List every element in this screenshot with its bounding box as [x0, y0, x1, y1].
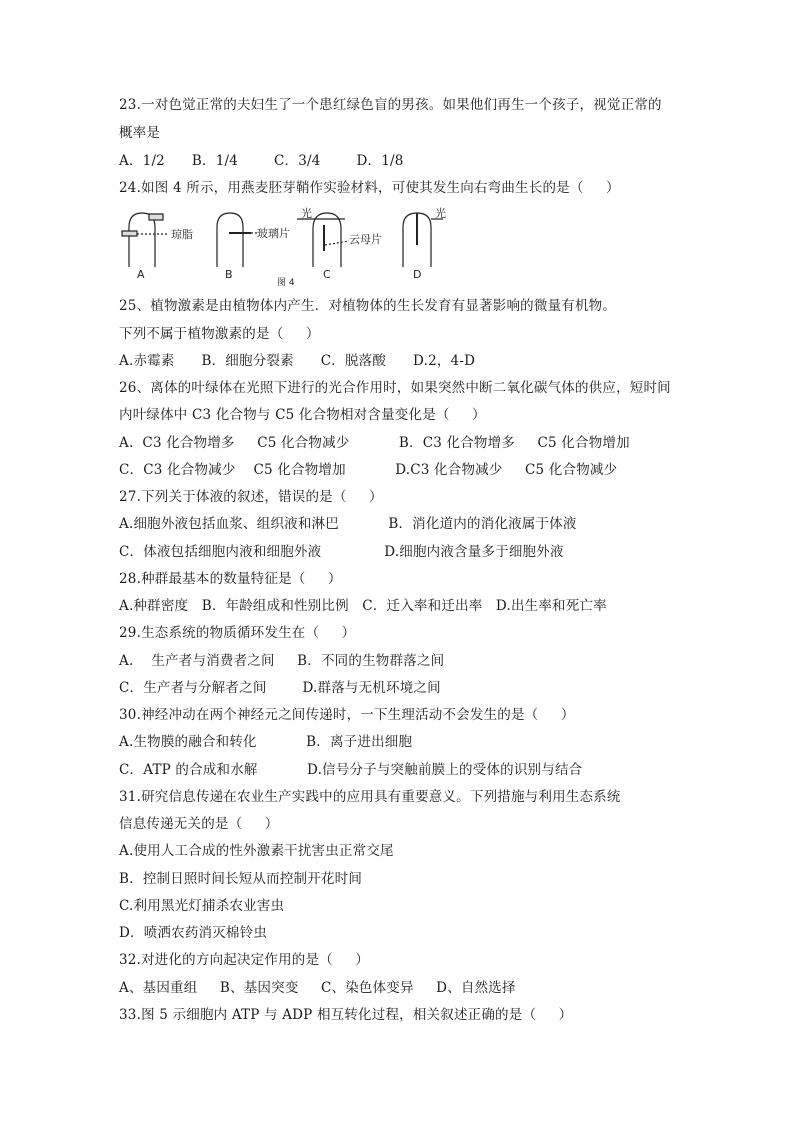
q25-options: A.赤霉素 B．细胞分裂素 C．脱落酸 D.2，4-D: [119, 353, 476, 369]
panel-a: [122, 213, 169, 267]
q27-options-cd: C．体液包括细胞内液和细胞外液 D.细胞内液含量多于细胞外液: [119, 544, 564, 560]
label-light-d: 光: [435, 207, 446, 220]
q29-options-cd: C．生产者与分解者之间 D.群落与无机环境之间: [119, 680, 441, 696]
q26-stem-line1: 26、离体的叶绿体在光照下进行的光合作用时，如果突然中断二氧化碳气体的供应，短时间: [119, 380, 671, 396]
label-light-c: 光: [301, 207, 312, 220]
figure-4-svg: [119, 205, 454, 289]
q29-stem: 29.生态系统的物质循环发生在（ ）: [119, 625, 356, 641]
q30-stem: 30.神经冲动在两个神经元之间传递时，一下生理活动不会发生的是（ ）: [119, 707, 575, 723]
panel-a-label: A: [137, 268, 145, 281]
q23-stem-line2: 概率是: [119, 125, 161, 141]
q26-options-ab: A. C3 化合物增多 C5 化合物减少 B．C3 化合物增多 C5 化合物增加: [119, 435, 630, 451]
q30-options-ab: A.生物膜的融合和转化 B．离子进出细胞: [119, 734, 413, 750]
q27-stem: 27.下列关于体液的叙述，错误的是（ ）: [119, 489, 383, 505]
q27-options-ab: A.细胞外液包括血浆、组织液和淋巴 B．消化道内的消化液属于体液: [119, 516, 577, 532]
q31-stem-line2: 信息传递无关的是（ ）: [119, 816, 279, 832]
q32-stem: 32.对进化的方向起决定作用的是（ ）: [119, 952, 370, 968]
panel-b: [217, 213, 257, 267]
label-agar: 琼脂: [171, 228, 193, 241]
q26-stem-line2: 内叶绿体中 C3 化合物与 C5 化合物相对含量变化是（ ）: [119, 407, 486, 423]
figure-caption: 图 4: [277, 278, 295, 288]
q33-stem: 33.图 5 示细胞内 ATP 与 ADP 相互转化过程，相关叙述正确的是（ ）: [119, 1007, 573, 1023]
q28-stem: 28.种群最基本的数量特征是（ ）: [119, 571, 342, 587]
q29-options-ab: A. 生产者与消费者之间 B．不同的生物群落之间: [119, 653, 445, 669]
panel-d: [403, 213, 443, 267]
label-glass: 玻璃片: [257, 227, 290, 240]
q24-stem: 24.如图 4 所示，用燕麦胚芽鞘作实验材料，可使其发生向右弯曲生长的是（ ）: [119, 180, 620, 196]
q28-options: A.种群密度 B．年龄组成和性别比例 C．迁入率和迁出率 D.出生率和死亡率: [119, 598, 607, 614]
q25-stem-line1: 25、植物激素是由植物体内产生．对植物体的生长发育有显著影响的微量有机物。: [119, 298, 617, 314]
q31-option-b: B．控制日照时间长短从而控制开花时间: [119, 871, 363, 887]
q31-option-a: A.使用人工合成的性外激素干扰害虫正常交尾: [119, 843, 394, 859]
figure-4: [119, 205, 454, 289]
label-mica: 云母片: [349, 233, 382, 246]
q23-options: A．1/2 B．1/4 C．3/4 D．1/8: [119, 153, 404, 169]
panel-b-label: B: [225, 268, 233, 281]
q23-stem-line1: 23.一对色觉正常的夫妇生了一个患红绿色盲的男孩。如果他们再生一个孩子，视觉正常的: [119, 97, 662, 113]
q31-stem-line1: 31.研究信息传递在农业生产实践中的应用具有重要意义。下列措施与利用生态系统: [119, 789, 621, 805]
q25-stem-line2: 下列不属于植物激素的是（ ）: [119, 326, 320, 342]
q31-option-d: D．喷洒农药消灭棉铃虫: [119, 925, 268, 941]
q30-options-cd: C．ATP 的合成和水解 D.信号分子与突触前膜上的受体的识别与结合: [119, 762, 583, 778]
q32-options: A、基因重组 B、基因突变 C、染色体变异 D、自然选择: [119, 980, 516, 996]
q26-options-cd: C．C3 化合物减少 C5 化合物增加 D.C3 化合物减少 C5 化合物减少: [119, 462, 618, 478]
panel-d-label: D: [413, 268, 422, 281]
q31-option-c: C.利用黑光灯捕杀农业害虫: [119, 898, 285, 914]
panel-c: [297, 213, 349, 267]
panel-c-label: C: [323, 268, 331, 281]
